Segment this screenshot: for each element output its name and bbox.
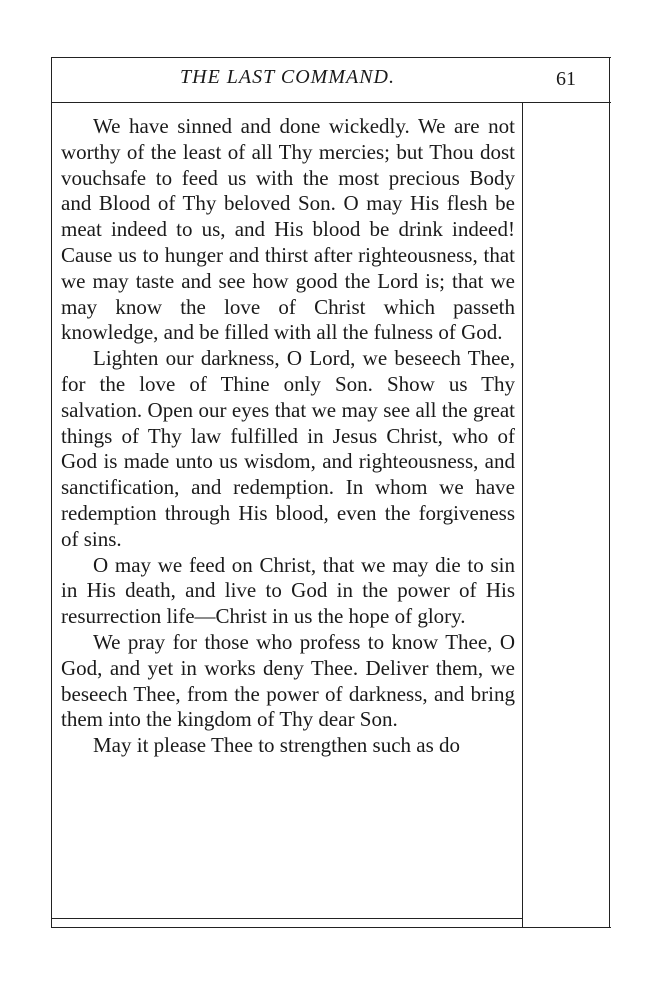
frame-bottom-rule bbox=[51, 927, 611, 928]
page-number: 61 bbox=[556, 68, 576, 90]
paragraph: We have sinned and done wickedly. We are not worthy of the least of all Thy mercies; but Thou dost vouchsafe to feed us with the most precious Body and Blood of Thy beloved Son. O may His flesh be meat indeed to us, and His blood be drink indeed! Cause us to hunger and thirst after righteousness, that we may taste and see how good the Lord is; that we may know the love of Christ which passeth knowledge, and be filled with all the fulness of God. bbox=[61, 114, 515, 345]
paragraph: May it please Thee to strengthen such as do bbox=[93, 733, 461, 758]
paragraph: O may we feed on Christ, that we may die to sin in His death, and live to God in the power of His resurrection life—Christ in us the hope of glory. bbox=[61, 552, 515, 629]
frame-top-rule bbox=[51, 57, 611, 58]
frame-left-rule bbox=[51, 57, 52, 928]
body-text bbox=[61, 114, 515, 759]
footer-rule bbox=[51, 918, 522, 919]
running-head: THE LAST COMMAND. bbox=[180, 66, 395, 88]
frame-right-outer-rule bbox=[609, 57, 610, 928]
margin-column-rule bbox=[522, 102, 523, 927]
paragraph: We pray for those who profess to know Thee, O God, and yet in works deny Thee. Deliver them, we beseech Thee, from the power of darkness, and bring them into the kingdom of Thy dear Son. bbox=[61, 629, 515, 732]
paragraph: Lighten our darkness, O Lord, we beseech Thee, for the love of Thine only Son. Show us Thy salvation. Open our eyes that we may see all the great things of Thy law fulfilled in Jesus Christ, who of God is made unto us wisdom, and righteousness, and sanctification, and redemption. In whom we have redemption through His blood, even the forgiveness of sins. bbox=[61, 346, 515, 551]
header-rule bbox=[51, 102, 611, 103]
